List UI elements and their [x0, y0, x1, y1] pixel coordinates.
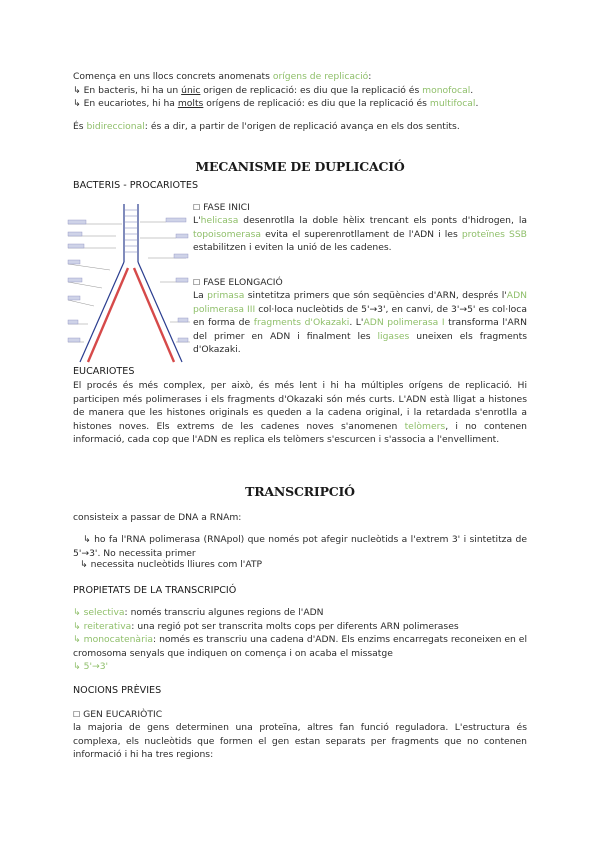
propietats-heading: PROPIETATS DE LA TRANSCRIPCIÓ — [73, 585, 237, 596]
propietat-monocatenaria — [73, 633, 527, 660]
intro-l3-b: orígens de replicació: es diu que la replicació és — [203, 98, 430, 109]
fase-inici-text — [193, 214, 527, 255]
intro-l1-term: orígens de replicació — [272, 71, 369, 82]
intro-line-4 — [73, 120, 460, 134]
eucariotes-text — [73, 379, 527, 447]
checkbox-glyph: ☐ — [193, 278, 201, 287]
eucariotes-text-b: , i no contenen informació, cada cop que l'ADN es replica els telòmers s'escurcen i s'associa a l'envelliment. — [73, 420, 527, 446]
propietat-selectiva-text: : només transcriu algunes regions de l'ADN — [124, 607, 324, 618]
fase-elongacio-title-text: FASE ELONGACIÓ — [203, 277, 283, 288]
propietat-selectiva — [73, 606, 324, 620]
replication-fork-diagram — [66, 202, 192, 372]
intro-l3-underline: molts — [177, 98, 204, 109]
intro-line-3 — [73, 97, 478, 111]
nocions-heading: NOCIONS PRÈVIES — [73, 685, 162, 696]
fase-inici-t4: estabilitzen i eviten la unió de les cadenes. — [193, 242, 392, 254]
fase-elongacio-term-ligases: ligases — [377, 330, 410, 342]
checkbox-glyph: ☐ — [73, 710, 81, 719]
fase-elongacio-term-okazaki: fragments d'Okazaki — [253, 317, 350, 329]
intro-l3-term: multifocal — [429, 98, 476, 109]
propietat-monocatenaria-term: ↳ monocatenària — [73, 634, 154, 645]
propietat-reiterativa — [73, 620, 459, 634]
fase-inici-term-ssb: proteïnes SSB — [461, 228, 527, 240]
fase-inici-title — [193, 201, 250, 215]
intro-l2-end: . — [470, 85, 474, 96]
fase-inici-t3: evita el superenrotllament de l'ADN i les — [261, 228, 462, 240]
intro-l4-a: És — [73, 121, 87, 132]
intro-l3-a: ↳ En eucariotes, hi ha — [73, 98, 178, 109]
gen-text: la majoria de gens determinen una proteïna, altres fan funció reguladora. L'estructura és complexa, els nucleòtids que formen el gen estan separats per fragments que no contenen informació i hi ha tres regions: — [73, 722, 527, 761]
intro-line-1 — [73, 70, 371, 84]
intro-l4-b: : és a dir, a partir de l'origen de replicació avança en els dos sentits. — [144, 121, 460, 132]
intro-l1-text: Comença en uns llocs concrets anomenats — [73, 71, 273, 82]
eucariotes-heading: EUCARIOTES — [73, 366, 135, 377]
fase-elongacio-t3: . L' — [349, 317, 364, 329]
transcripcio-bullet-2: ↳ necessita nucleòtids lliures com l'ATP — [80, 559, 263, 570]
fase-elongacio-term-primasa: primasa — [207, 290, 245, 301]
gen-title — [73, 708, 162, 722]
transcripcio-intro: consisteix a passar de DNA a RNAm: — [73, 512, 242, 523]
fase-inici-term-topoisomerasa: topoisomerasa — [193, 228, 262, 240]
intro-l4-term: bidireccional — [86, 121, 145, 132]
fase-elongacio-t1: sintetitza primers que són seqüències d'ARN, després l' — [244, 290, 507, 301]
mecanisme-title: MECANISME DE DUPLICACIÓ — [195, 159, 405, 174]
propietat-direccio: ↳ 5'→3' — [73, 661, 109, 672]
propietat-selectiva-term: ↳ selectiva — [73, 607, 125, 618]
fase-inici-t1: L' — [193, 215, 201, 226]
intro-l2-term: monofocal — [422, 85, 471, 96]
fase-elongacio-t4: transforma l'ARN del primer en ADN i finalment les — [193, 317, 527, 342]
fase-inici-term-helicasa: helicasa — [200, 215, 239, 226]
intro-l2-a: ↳ En bacteris, hi ha un — [73, 85, 182, 96]
gen-title-text: GEN EUCARIÒTIC — [83, 709, 163, 720]
propietat-reiterativa-term: ↳ reiterativa — [73, 621, 132, 632]
fase-inici-title-text: FASE INICI — [203, 202, 250, 213]
checkbox-glyph: ☐ — [193, 203, 201, 212]
intro-l2-underline: únic — [181, 85, 201, 96]
fase-elongacio-t2: col·loca nucleòtids de 5'→3', en canvi, de 3'→5' es col·loca en forma de — [193, 303, 527, 329]
transcripcio-title: TRANSCRIPCIÓ — [245, 484, 355, 499]
eucariotes-text-a: El procés és més complex, per això, és més lent i hi ha múltiples orígens de replicació. Hi participen més polimerases i els fragments d'Okazaki són més curts. L'ADN està lligat a histones de manera que les histones originals es queden a la cadena original, i la retardada s'enrotlla a histones noves. Els extrems de les cadenes noves s'anomenen — [73, 380, 527, 432]
fase-elongacio-term-pol1: ADN polimerasa I — [363, 317, 445, 329]
fase-elongacio-g1: La — [193, 290, 208, 301]
bacteris-heading: BACTERIS - PROCARIOTES — [73, 180, 199, 191]
eucariotes-term-telomers: telòmers — [404, 420, 446, 432]
fase-elongacio-text — [193, 289, 527, 357]
intro-line-2 — [73, 84, 473, 98]
transcripcio-bullet-1: ↳ ho fa l'RNA polimerasa (RNApol) que només pot afegir nucleòtids a l'extrem 3' i sintetitza de 5'→3'. No necessita primer — [73, 534, 527, 559]
fase-elongacio-title — [193, 276, 283, 290]
fase-inici-t2: desenrotlla la doble hèlix trencant els ponts d'hidrogen, la — [238, 215, 527, 226]
fase-elongacio-t5: uneixen els fragments d'Okazaki. — [193, 330, 527, 356]
fase-elongacio-term-pol3: ADN polimerasa III — [193, 290, 528, 315]
propietat-reiterativa-text: : una regió pot ser transcrita molts cops per diferents ARN polimerases — [131, 621, 459, 632]
intro-l1-end: : — [368, 71, 372, 82]
intro-l2-b: origen de replicació: es diu que la replicació és — [200, 85, 423, 96]
intro-l3-end: . — [475, 98, 479, 109]
propietat-monocatenaria-text: : només es transcriu una cadena d'ADN. Els enzims encarregats reconeixen en el cromosoma senyals que indiquen on comença i on acaba el missatge — [73, 634, 527, 659]
